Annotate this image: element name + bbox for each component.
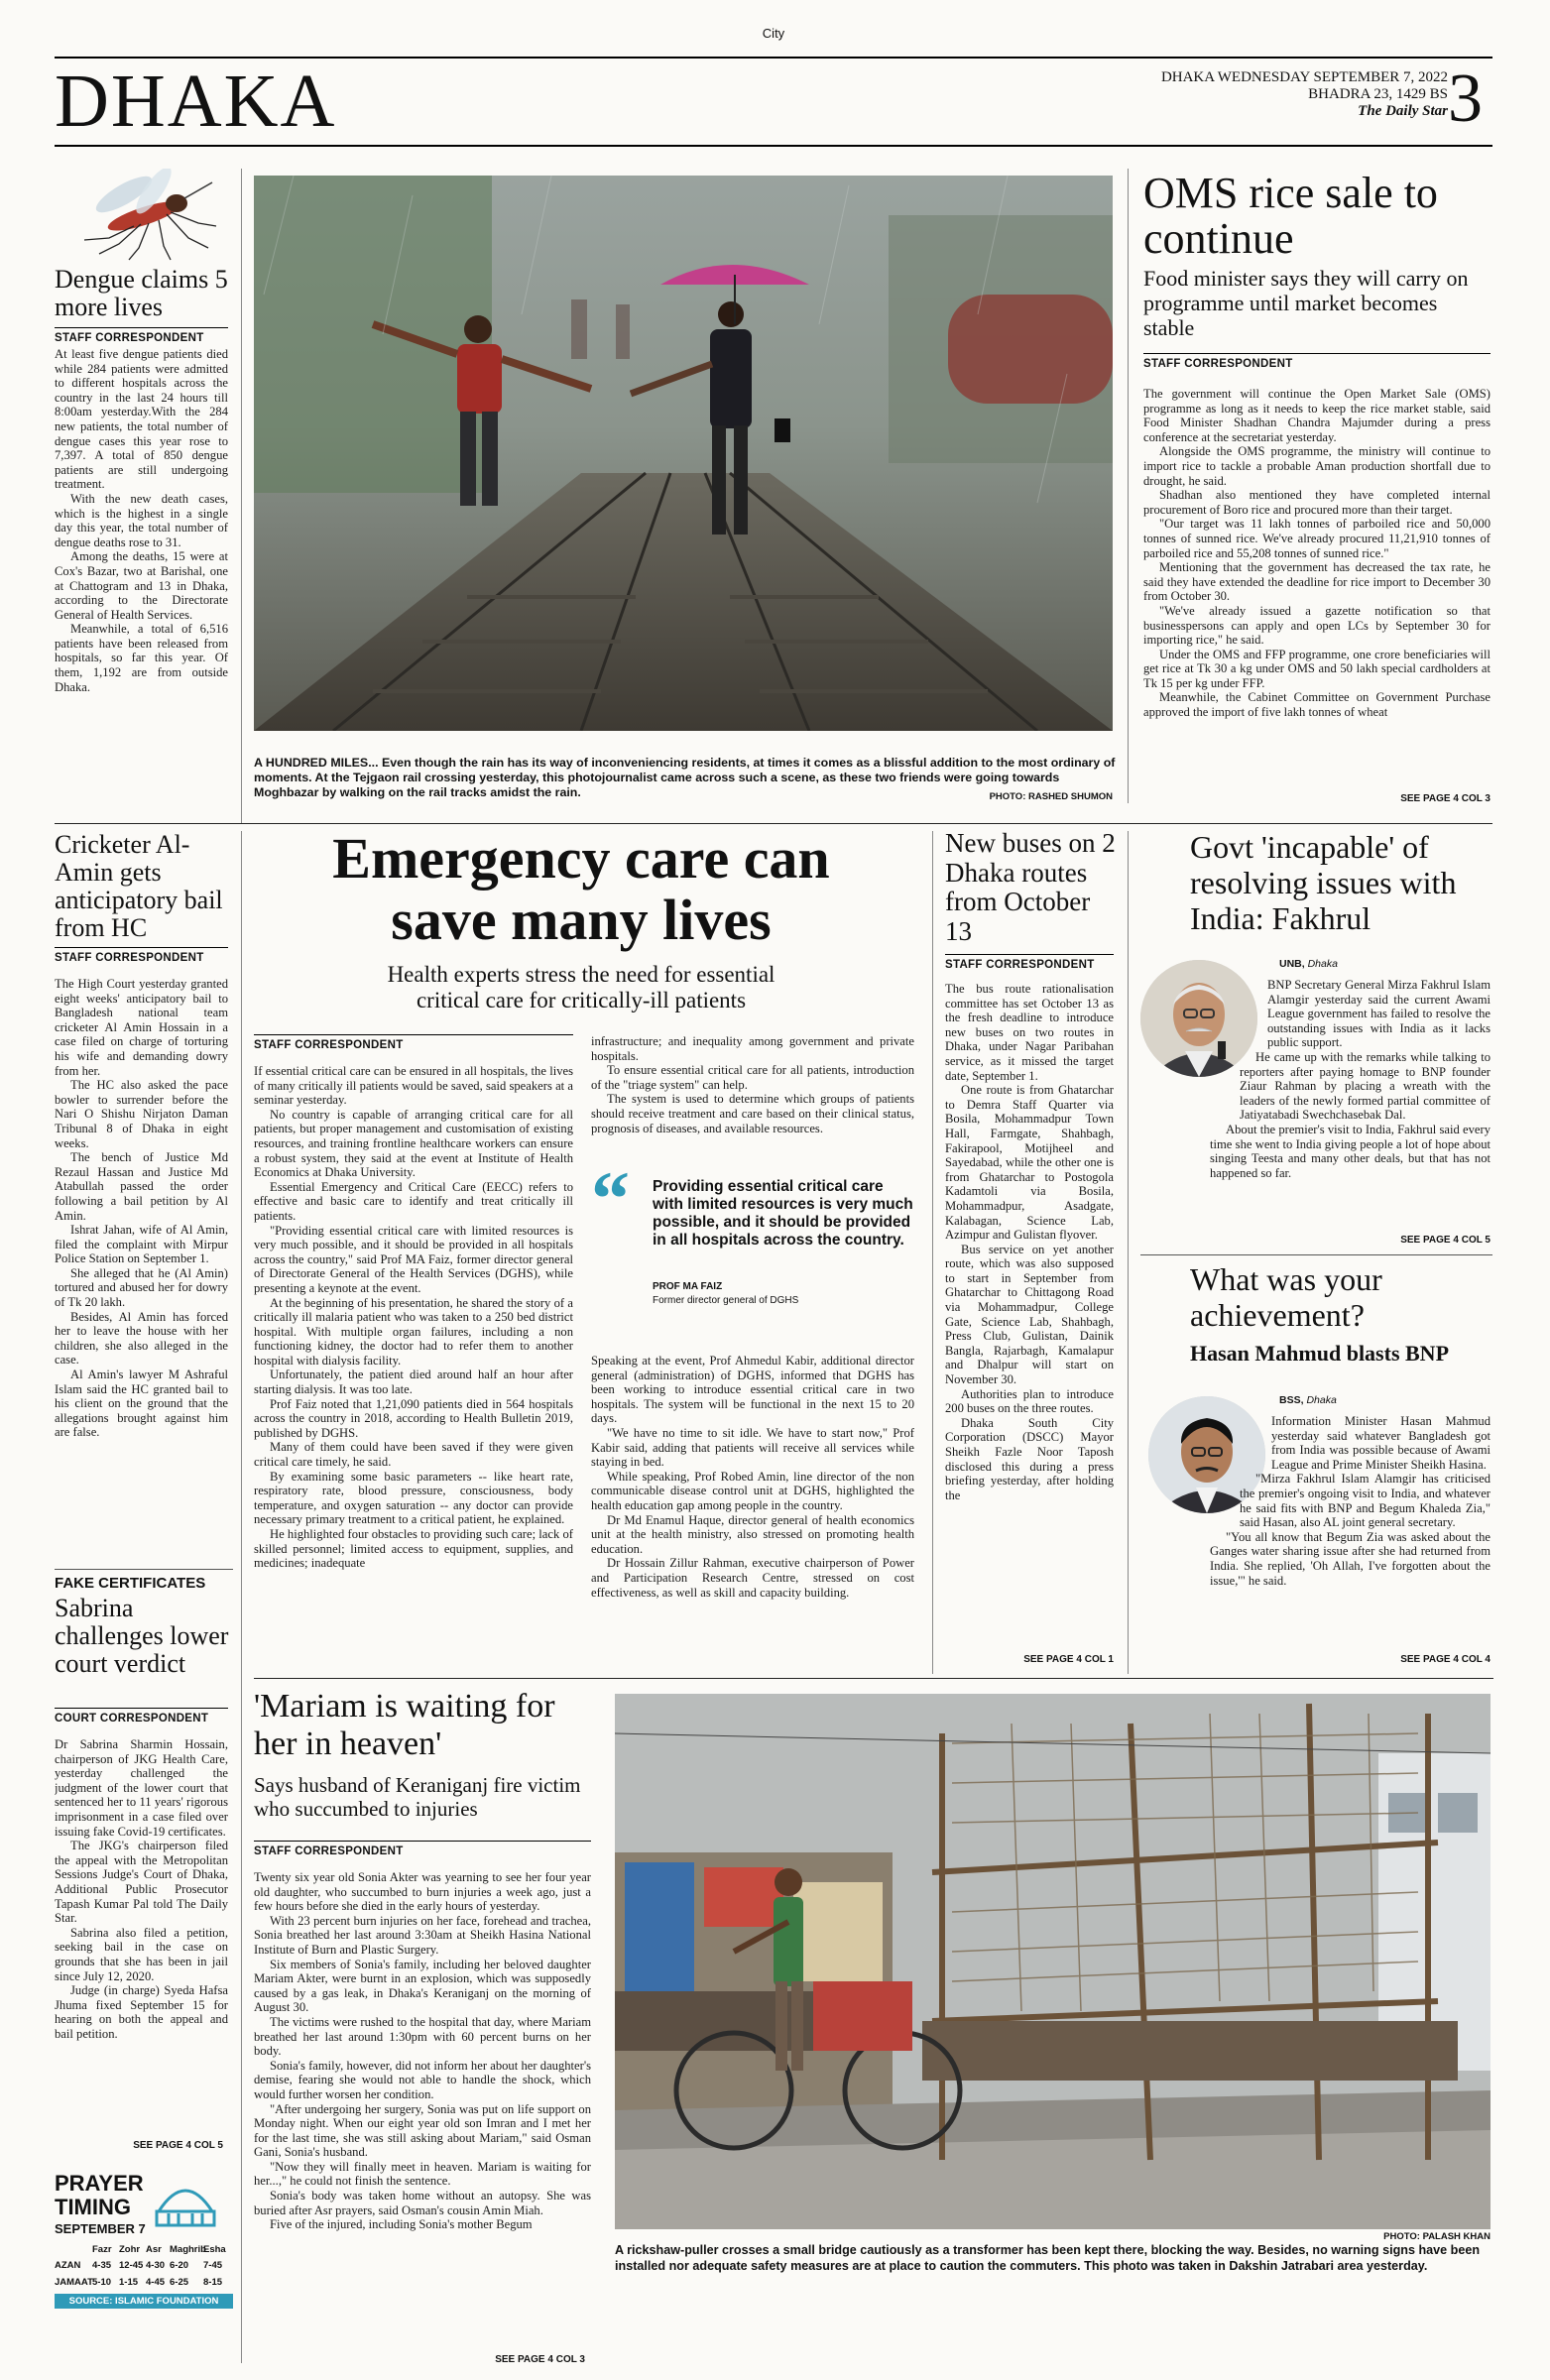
prayer-header: Zohr — [119, 2244, 141, 2255]
oms-subhead: Food minister says they will carry on programme until market becomes stable — [1143, 266, 1469, 340]
paragraph: At the beginning of his presentation, he shared the story of a critically ill malaria patient who was taken to a 250 bed district hospital. With multiple organ failures, including a non functioning kidney, the doctor had to refer them to another hospital with dialysis facility. — [254, 1295, 573, 1368]
paragraph: About the premier's visit to India, Fakhrul said every time she went to India giving people a lot of hope about singing Teesta and many other deals, but that has not happened so far. — [1210, 1122, 1490, 1180]
rain-photo-credit — [893, 791, 1113, 802]
masthead-rule-top — [55, 57, 1492, 59]
rain-photo — [254, 176, 1113, 731]
paragraph: "Mirza Fakhrul Islam Alamgir has criticised the premier's ongoing visit to India, and whatever he said fits with BNP and Begum Khaleda Zia," said Hasan, also AL joint general secretary. — [1240, 1472, 1490, 1530]
section-rule — [55, 823, 1492, 824]
paragraph: To ensure essential critical care for all patients, introduction of the "triage system" can help. — [591, 1063, 914, 1092]
prayer-time: 6-20 — [170, 2260, 189, 2271]
dengue-headline: Dengue claims 5 more lives — [55, 265, 228, 321]
credit-label: PHOTO: — [989, 791, 1026, 802]
prayer-source: SOURCE: ISLAMIC FOUNDATION — [55, 2294, 233, 2309]
prayer-header: Maghrib — [170, 2244, 206, 2255]
mariam-byline: STAFF CORRESPONDENT — [254, 1841, 591, 1857]
paragraph: Judge (in charge) Syeda Hafsa Jhuma fixed September 15 for hearing on both the appeal and bail petition. — [55, 1983, 228, 2041]
paragraph: "Now they will finally meet in heaven. Mariam is waiting for her...," he could not finish the sentence. — [254, 2159, 591, 2189]
paragraph: No country is capable of arranging critical care for all patients, but proper management and customisation of existing resources, and training frontline healthcare workers can ensure a robust system, they said at the event at Institute of Health Economics at Dhaka University. — [254, 1107, 573, 1180]
hasan-body — [1210, 1414, 1490, 1652]
paragraph: The High Court yesterday granted eight weeks' anticipatory bail to Bangladesh national team cricketer Al Amin Hossain in a case filed on charge of torturing his wife and demanding dowry from her. — [55, 977, 228, 1078]
paragraph: BNP Secretary General Mirza Fakhrul Islam Alamgir yesterday said the current Awami League government has failed to resolve the outstanding issues with India as it lacks public support. — [1267, 978, 1490, 1050]
masthead-rule-bottom — [55, 145, 1492, 147]
paragraph: Information Minister Hasan Mahmud yesterday said whatever Bangladesh got from India was possible because of Awami League and Prime Minister Sheikh Hasina. — [1271, 1414, 1490, 1472]
paragraph: Under the OMS and FFP programme, one crore beneficiaries will get rice at Tk 30 a kg under OMS and 50 lakh special cardholders at Tk 15 per kg under FFP. — [1143, 647, 1490, 690]
prayer-time: 4-30 — [146, 2260, 166, 2271]
paragraph: Among the deaths, 15 were at Cox's Bazar, two at Barishal, one at Chattogram and 13 in Dhaka, according to the Directorate General of Health Services. — [55, 549, 228, 622]
paragraph: Mentioning that the government has decreased the tax rate, he said they have extended the deadline for rice import to December 30 from October 30. — [1143, 560, 1490, 604]
paragraph: Sonia's family, however, did not inform her about her daughter's demise, fearing she would not able to handle the shock, which would further worsen her condition. — [254, 2058, 591, 2101]
date-text: DHAKA WEDNESDAY SEPTEMBER 7, 2022 — [1160, 69, 1448, 85]
paragraph: Speaking at the event, Prof Ahmedul Kabir, additional director general (administration) of DGHS, informed that DGHS has been working to introduce essential critical care in two hospitals. The system will be functional in the next 15 to 20 days. — [591, 1354, 914, 1426]
bangla-date-text: BHADRA 23, 1429 BS — [1308, 86, 1448, 102]
prayer-header: Fazr — [92, 2244, 112, 2255]
fakhrul-body — [1210, 978, 1490, 1226]
emergency-col2a — [591, 1034, 914, 1153]
paragraph: Al Amin's lawyer M Ashraful Islam said the HC granted bail to his client on the ground that the allegations brought against him are false. — [55, 1368, 228, 1440]
dengue-body — [55, 347, 228, 813]
emergency-subhead — [254, 962, 908, 1013]
cricketer-body — [55, 977, 228, 1562]
prayer-time: 7-45 — [203, 2260, 223, 2271]
byline-source: BSS, — [1279, 1394, 1304, 1406]
subhead-line: Health experts stress the need for essential — [387, 962, 775, 987]
paragraph: At least five dengue patients died while 284 patients were admitted to different hospitals across the country in the last 24 hours till 8:00am yesterday.With the 284 new patients, the total number of dengue cases this year rose to 7,397. A total of 850 dengue patients are still undergoing treatment. — [55, 347, 228, 492]
dengue-byline: STAFF CORRESPONDENT — [55, 327, 228, 344]
hasan-byline — [1279, 1394, 1337, 1406]
paper-logo: The Daily Star — [1358, 103, 1448, 119]
prayer-time: 6-25 — [170, 2277, 189, 2288]
prayer-time: 12-45 — [119, 2260, 144, 2271]
prayer-title: PRAYER — [55, 2171, 144, 2196]
paragraph: Dr Hossain Zillur Rahman, executive chairperson of Power and Participation Research Centre, stressed on cost effectiveness, as well as skill and capacity building. — [591, 1556, 914, 1600]
paragraph: Besides, Al Amin has forced her to leave the house with her children, she also alleged in the case. — [55, 1309, 228, 1368]
rickshaw-photo — [615, 1694, 1490, 2229]
mosquito-icon — [60, 169, 218, 263]
paragraph: Five of the injured, including Sonia's mother Begum — [270, 2217, 533, 2232]
paragraph: Many of them could have been saved if they were given critical care timely, he said. — [254, 1440, 573, 1470]
rickshaw-photo-credit — [1240, 2231, 1490, 2242]
prayer-date: SEPTEMBER 7 — [55, 2221, 146, 2236]
paragraph: She alleged that he (Al Amin) tortured and abused her for dowry of Tk 20 lakh. — [55, 1265, 228, 1310]
prayer-time: 5-10 — [92, 2277, 112, 2288]
paragraph: "After undergoing her surgery, Sonia was put on life support on Monday night. When our eight year old son Imran and I met her for the last time, she was still asking about Mariam," said Osman Gani, Sonia's husband. — [254, 2101, 591, 2160]
paragraph: Unfortunately, the patient died around half an hour after starting dialysis. It was too late. — [254, 1368, 573, 1397]
rail-tracks-image — [254, 176, 1113, 731]
buses-continued-link[interactable]: SEE PAGE 4 COL 1 — [1023, 1654, 1114, 1665]
paragraph: Authorities plan to introduce 200 buses on the three routes. — [945, 1386, 1114, 1416]
paragraph: Dr Md Enamul Haque, director general of health economics unit at the health ministry, also stressed on promoting health education. — [591, 1512, 914, 1556]
oms-continued-link[interactable]: SEE PAGE 4 COL 3 — [1400, 793, 1490, 804]
mariam-subhead: Says husband of Keraniganj fire victim who succumbed to injuries — [254, 1773, 581, 1821]
oms-headline: OMS rice sale to continue — [1143, 169, 1438, 263]
buses-byline: STAFF CORRESPONDENT — [945, 954, 1114, 971]
section-rule — [55, 1569, 233, 1570]
mariam-headline: 'Mariam is waiting for her in heaven' — [254, 1688, 555, 1762]
quote-mark-icon: “ — [591, 1155, 630, 1242]
emergency-col1 — [254, 1064, 573, 1666]
paragraph: The system is used to determine which groups of patients should receive treatment and care based on their clinical status, prognosis of diseases, and available resources. — [591, 1092, 914, 1135]
fakhrul-byline — [1279, 958, 1338, 970]
sabrina-byline: COURT CORRESPONDENT — [55, 1708, 228, 1725]
fakhrul-headline: Govt 'incapable' of resolving issues with India: Fakhrul — [1190, 829, 1457, 936]
paragraph: "We have no time to sit idle. We have to start now," Prof Kabir said, adding that patients will receive all services while staying in bed. — [591, 1425, 914, 1470]
column-divider — [241, 169, 242, 823]
row-label: JAMAAT — [55, 2277, 93, 2288]
paragraph: Alongside the OMS programme, the ministry will continue to import rice to tackle a probable Aman production shortfall due to drought, he said. — [1143, 444, 1490, 488]
headline-line: Emergency care can — [332, 826, 830, 891]
paragraph: Twenty six year old Sonia Akter was yearning to see her four year old daughter, who succumbed to burn injuries a week ago, just a few hours before she died in the early hours of yesterday. — [254, 1870, 591, 1914]
rain-photo-caption: A HUNDRED MILES... Even though the rain has its way of inconveniencing residents, at times it comes as a blissful addition to the most ordinary of moments. At the Tejgaon rail crossing yesterday, this photojournalist came across such a scene, as these two friends were going towards Moghbazar by walking on the rail tracks amidst the rain. — [254, 756, 1116, 799]
paragraph: The government will continue the Open Market Sale (OMS) programme as long as it needs to keep the rice market stable, said Food Minister Shadhan Chandra Majumder during a press conference at the secretariat yesterday. — [1143, 387, 1490, 444]
paragraph: If essential critical care can be ensured in all hospitals, the lives of many critically ill patients would be saved, said speakers at a seminar yesterday. — [254, 1064, 573, 1108]
rickshaw-photo-caption: A rickshaw-puller crosses a small bridge cautiously as a transformer has been kept there, blocking the way. Besides, no warning signs have been installed nor adequate safety measures are at place to caution the commuters. This photo was taken in Dakshin Jatrabari area yesterday. — [615, 2243, 1481, 2273]
paragraph: Bus service on yet another route, which was also supposed to start in September from Ghatarchar to Chittagong Road via Mohammadpur, College Gate, Science Lab, Shahbagh, Press Club, Gulistan, Dainik Bangla, Rajarbagh, Kamalapur and Dhalpur will start on November 30. — [945, 1242, 1114, 1387]
credit-label: PHOTO: — [1383, 2231, 1420, 2242]
paragraph: With 23 percent burn injuries on her face, forehead and trachea, Sonia breathed her last around 3:30am at Sheikh Hasina National Institute of Burn and Plastic Surgery. — [254, 1913, 591, 1957]
emergency-headline — [254, 828, 908, 951]
hasan-headline: What was your achievement? — [1190, 1261, 1382, 1333]
column-divider — [1128, 831, 1129, 1674]
prayer-header: Asr — [146, 2244, 162, 2255]
hasan-continued-link[interactable]: SEE PAGE 4 COL 4 — [1400, 1654, 1490, 1665]
mosquito-illustration — [60, 169, 218, 263]
prayer-title-2: TIMING — [55, 2195, 131, 2219]
paragraph: Six members of Sonia's family, including her beloved daughter Mariam Akter, were burnt in an explosion, which was supposedly caused by a gas leak, in Dhaka's Keraniganj on the morning of August 30. — [254, 1957, 591, 2015]
paragraph: "We've already issued a gazette notification so that businesspersons can apply and open LCs by September 30 for importing rice," he said. — [1143, 603, 1490, 648]
paragraph: The bus route rationalisation committee has set October 13 as the fresh deadline to introduce new buses on two routes in Dhaka, under Nagar Paribahan service, as it missed the target date, September 1. — [945, 982, 1114, 1083]
column-divider — [1128, 169, 1129, 803]
pull-quote-title: Former director general of DGHS — [653, 1295, 799, 1306]
credit-name: RASHED SHUMON — [1028, 791, 1113, 802]
prayer-time: 4-45 — [146, 2277, 166, 2288]
prayer-time: 8-15 — [203, 2277, 223, 2288]
headline-line: save many lives — [391, 888, 772, 952]
mariam-body — [254, 1870, 591, 2354]
paragraph: Sonia's body was taken home without an autopsy. She was buried after Asr prayers, said Osman's cousin Amin Miah. — [254, 2189, 591, 2217]
cricketer-headline: Cricketer Al-Amin gets anticipatory bail from HC — [55, 830, 223, 942]
paragraph: Essential Emergency and Critical Care (EECC) refers to effective and basic care to identify and treat critically ill patients. — [254, 1179, 573, 1223]
subhead-line: critical care for critically-ill patients — [416, 988, 747, 1012]
sabrina-continued-link[interactable]: SEE PAGE 4 COL 5 — [133, 2140, 223, 2151]
paragraph: Dhaka South City Corporation (DSCC) Mayor Sheikh Fazle Noor Taposh disclosed this during a press briefing yesterday, after holding the — [945, 1415, 1114, 1502]
row-label: AZAN — [55, 2260, 81, 2271]
paragraph: With the new death cases, which is the highest in a single day this year, the total number of dengue deaths rose to 31. — [55, 491, 228, 549]
paragraph: While speaking, Prof Robed Amin, line director of the non communicable disease control unit at DGHS, highlighted the health education gap among people in the country. — [591, 1469, 914, 1512]
paragraph: Ishrat Jahan, wife of Al Amin, filed the complaint with Mirpur Police Station on September 1. — [55, 1223, 228, 1266]
emergency-col2b — [591, 1354, 914, 1666]
paragraph: Shadhan also mentioned they have completed internal procurement of Boro rice and procured more than their target. — [1143, 488, 1490, 517]
cricketer-byline: STAFF CORRESPONDENT — [55, 947, 228, 964]
paragraph: Meanwhile, the Cabinet Committee on Government Purchase approved the import of five lakh tonnes of wheat — [1143, 690, 1490, 720]
sabrina-kicker: FAKE CERTIFICATES — [55, 1575, 206, 1592]
pull-quote-text: Providing essential critical care with limited resources is very much possible, and it should be provided in all hospitals across the country. — [653, 1178, 913, 1249]
paragraph: The bench of Justice Md Rezaul Hassan and Justice Md Atabullah passed the order following a bail petition by Al Amin. — [55, 1150, 228, 1223]
prayer-time: 1-15 — [119, 2277, 139, 2288]
transformer-bridge-image — [615, 1694, 1490, 2229]
pull-quote-name: PROF MA FAIZ — [653, 1281, 723, 1292]
page-number: 3 — [1448, 60, 1483, 137]
fakhrul-continued-link[interactable]: SEE PAGE 4 COL 5 — [1400, 1235, 1490, 1246]
paragraph: He highlighted four obstacles to providing such care; lack of skilled personnel; limited access to equipment, supplies, and medicines; inadequate — [254, 1527, 573, 1571]
paragraph: Sabrina also filed a petition, seeking bail in the case on grounds that she has been in jail since July 12, 2020. — [55, 1925, 228, 1983]
oms-body — [1143, 387, 1490, 793]
byline-location: Dhaka — [1307, 958, 1338, 970]
oms-byline: STAFF CORRESPONDENT — [1143, 353, 1490, 370]
paragraph: "You all know that Begum Zia was asked about the Ganges water sharing issue after she had returned from India. She replied, 'Oh Allah, I've forgotten about the issue,'" he said. — [1210, 1529, 1490, 1588]
paragraph: The JKG's chairperson filed the appeal with the Metropolitan Sessions Judge's Court of Dhaka, Additional Public Prosecutor Tapash Kumar Pal told The Daily Star. — [55, 1839, 228, 1926]
sabrina-body — [55, 1737, 228, 2134]
paragraph: Meanwhile, a total of 6,516 patients have been released from hospitals, so far this year. Of them, 1,192 are from outside Dhaka. — [55, 622, 228, 694]
paragraph: One route is from Ghatarchar to Demra Staff Quarter via Bosila, Mohammadpur Town Hall, Farmgate, Shahbagh, Fakirapool, Motijheel and Sayedabad, while the other one is from Ghatarchar to Postogola Kadamtoli via Bosila, Mohammadpur, Asadgate, Kalabagan, Science Lab, Azimpur and Gulistan flyover. — [945, 1083, 1114, 1243]
section-title: DHAKA — [55, 60, 337, 143]
prayer-header: Esha — [203, 2244, 226, 2255]
mariam-continued-link[interactable]: SEE PAGE 4 COL 3 — [495, 2354, 585, 2365]
column-divider — [241, 831, 242, 2363]
paragraph: The victims were rushed to the hospital that day, where Mariam breathed her last around 1:30pm with 60 percent burns on her body. — [254, 2014, 591, 2059]
paragraph: By examining some basic parameters -- like heart rate, respiratory rate, blood pressure, consciousness, body temperature, and oxygen saturation -- any doctor can provide necessary primary treatment to a critical patient, he explained. — [254, 1469, 573, 1527]
pull-quote — [591, 1155, 914, 1334]
prayer-headers — [55, 2244, 233, 2255]
byline-location: Dhaka — [1306, 1394, 1337, 1406]
section-rule — [1140, 1254, 1492, 1255]
credit-name: PALASH KHAN — [1422, 2231, 1490, 2242]
mosque-icon — [149, 2172, 223, 2229]
section-rule — [254, 1678, 1493, 1679]
prayer-time: 4-35 — [92, 2260, 112, 2271]
azan-row — [55, 2260, 233, 2271]
paragraph: Dr Sabrina Sharmin Hossain, chairperson of JKG Health Care, yesterday challenged the judgment of the lower court that sentenced her to 11 years' rigorous imprisonment in a case filed over issuing fake Covid-19 certificates. — [55, 1737, 228, 1839]
sabrina-headline: Sabrina challenges lower court verdict — [55, 1594, 229, 1678]
jamaat-row — [55, 2277, 233, 2288]
paragraph: Prof Faiz noted that 1,21,090 patients died in 564 hospitals across the country in 2018, according to Health Bulletin 2019, published by DGHS. — [254, 1396, 573, 1440]
byline-source: UNB, — [1279, 958, 1305, 970]
paragraph: "Our target was 11 lakh tonnes of parboiled rice and 50,000 tonnes of sunned rice. We've already procured 11,21,910 tonnes of parboiled rice and 55,208 tonnes of sunned rice." — [1143, 517, 1490, 560]
hasan-subhead: Hasan Mahmud blasts BNP — [1190, 1341, 1450, 1366]
paragraph: The HC also asked the pace bowler to surrender before the Nari O Shishu Nirjaton Daman Tribunal 8 of Dhaka in eight weeks. — [55, 1078, 228, 1150]
column-divider — [932, 831, 933, 1674]
emergency-byline: STAFF CORRESPONDENT — [254, 1034, 573, 1051]
buses-body — [945, 982, 1114, 1656]
buses-headline: New buses on 2 Dhaka routes from October 13 — [945, 828, 1116, 946]
section-label: City — [762, 26, 785, 41]
prayer-timing-box — [55, 2172, 233, 2370]
paragraph: "Providing essential critical care with limited resources is very much possible, and it should be provided in all hospitals across the country," said Prof MA Faiz, former director general of Directorate General of the Health Services (DGHS), while presenting a keynote at the event. — [254, 1223, 573, 1295]
paragraph: infrastructure; and inequality among government and private hospitals. — [591, 1034, 914, 1063]
date-line — [1071, 69, 1448, 120]
paragraph: He came up with the remarks while talking to reporters after paying homage to BNP founder Ziaur Rahman by placing a wreath with the leaders of the newly formed partial committee of Jatiyatabadi Swechchasebak Dal. — [1240, 1049, 1490, 1123]
